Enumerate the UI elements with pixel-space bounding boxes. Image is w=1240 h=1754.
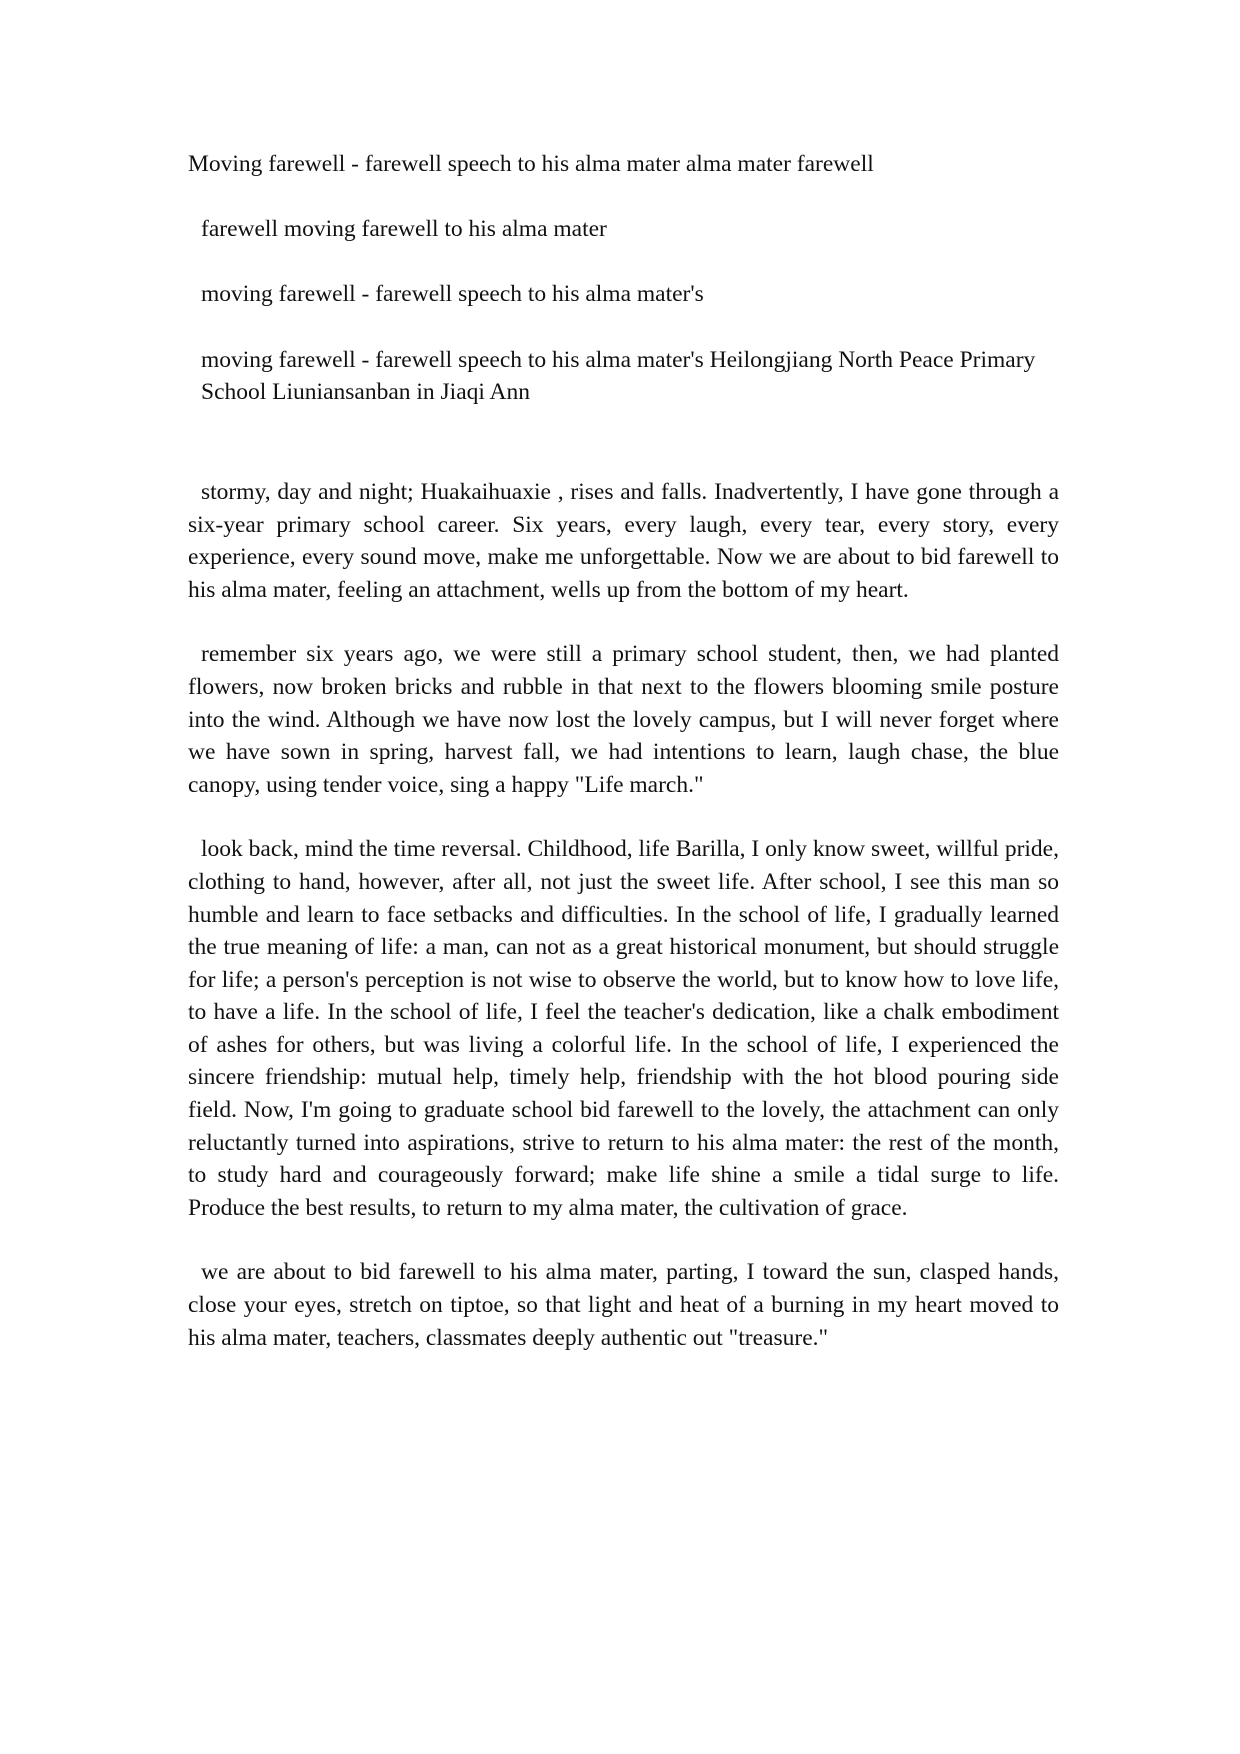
subtitle-line: moving farewell - farewell speech to his alma mater's Heilongjiang North Peace Primary School Liuniansanban in Jiaqi Ann xyxy=(201,346,1036,406)
body-paragraph xyxy=(188,476,1059,606)
document-page xyxy=(188,148,1059,1354)
body-paragraph xyxy=(188,833,1059,1224)
subtitle-line: moving farewell - farewell speech to his alma mater's xyxy=(201,281,704,308)
paragraph-text: look back, mind the time reversal. Childhood, life Barilla, I only know sweet, willful pride, clothing to hand, however, after all, not just the sweet life. After school, I see this man so humble and learn to face setbacks and difficulties. In the school of life, I gradually learned the true meaning of life: a man, can not as a great historical monument, but should struggle for life; a person's perception is not wise to observe the world, but to know how to love life, to have a life. In the school of life, I feel the teacher's dedication, like a chalk embodiment of ashes for others, but was living a colorful life. In the school of life, I experienced the sincere friendship: mutual help, timely help, friendship with the hot blood pouring side field. Now, I'm going to graduate school bid farewell to the lovely, the attachment can only reluctantly turned into aspirations, strive to return to his alma mater: the rest of the month, to study hard and courageously forward; make life shine a smile a tidal surge to life. Produce the best results, to return to my alma mater, the cultivation of grace. xyxy=(188,836,1059,1221)
body-paragraph xyxy=(188,1256,1059,1354)
paragraph-text: stormy, day and night; Huakaihuaxie , rises and falls. Inadvertently, I have gone through a six-year primary school career. Six years, every laugh, every tear, every story, every experience, every sound move, make me unforgettable. Now we are about to bid farewell to his alma mater, feeling an attachment, wells up from the bottom of my heart. xyxy=(188,478,1059,603)
paragraph-text: we are about to bid farewell to his alma mater, parting, I toward the sun, clasped hands, close your eyes, stretch on tiptoe, so that light and heat of a burning in my heart moved to his alma mater, teachers, classmates deeply authentic out "treasure." xyxy=(188,1259,1059,1351)
document-title: Moving farewell - farewell speech to his alma mater alma mater farewell xyxy=(188,151,874,177)
paragraph-text: remember six years ago, we were still a primary school student, then, we had planted flowers, now broken bricks and rubble in that next to the flowers blooming smile posture into the wind. Although we have now lost the lovely campus, but I will never forget where we have sown in spring, harvest fall, we had intentions to learn, laugh chase, the blue canopy, using tender voice, sing a happy "Life march." xyxy=(188,641,1059,798)
body-paragraph xyxy=(188,638,1059,801)
subtitle-line: farewell moving farewell to his alma mater xyxy=(201,215,607,242)
